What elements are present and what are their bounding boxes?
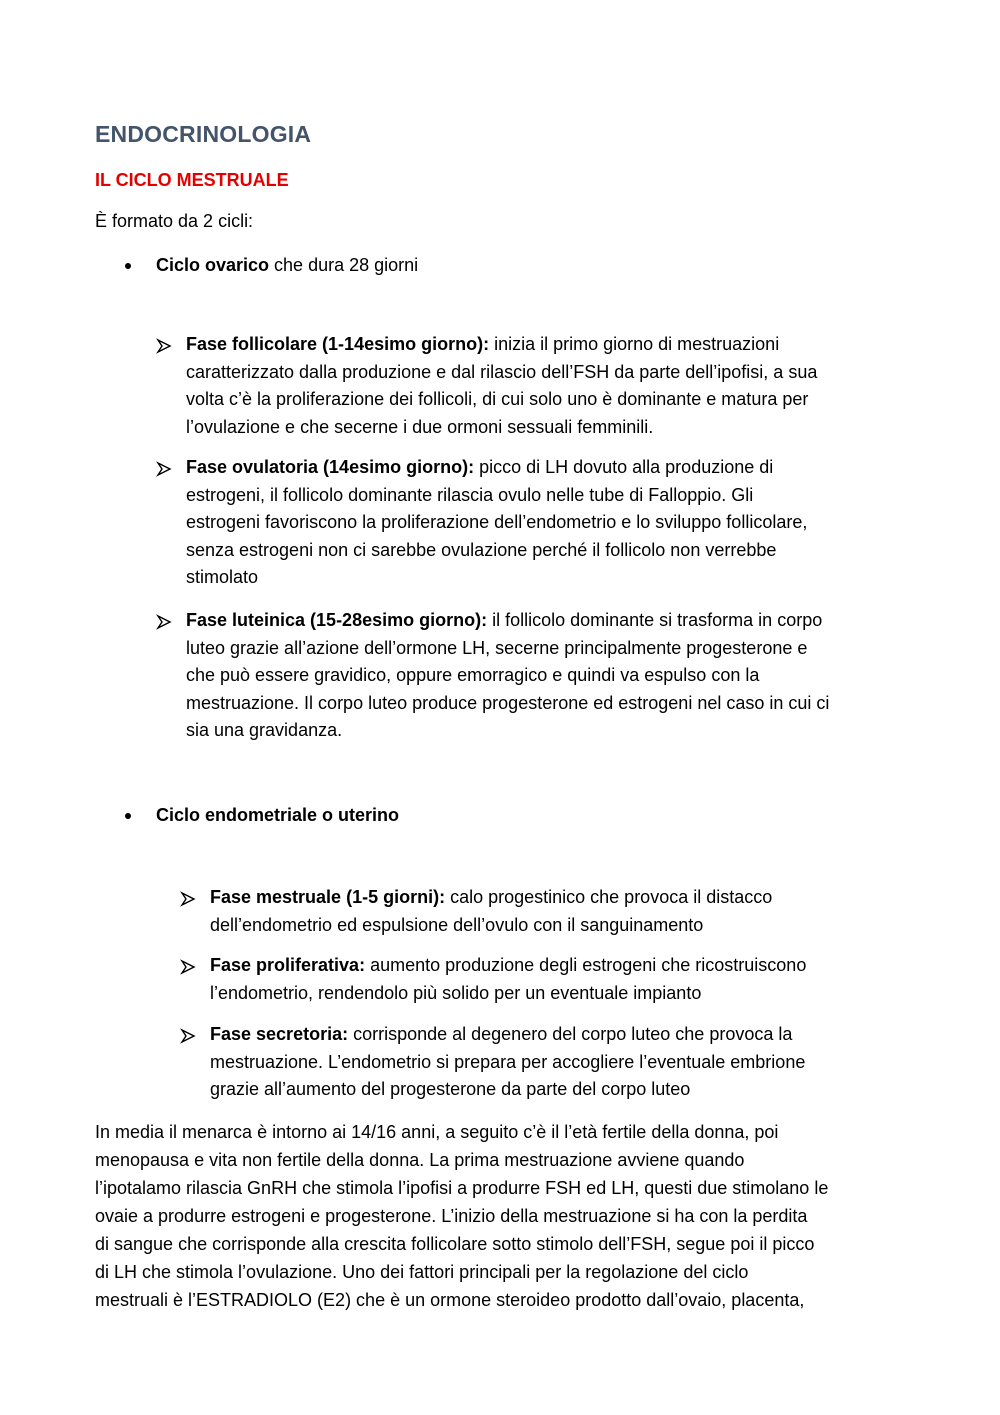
paragraph-line: mestruali è l’ESTRADIOLO (E2) che è un ormone steroideo prodotto dall’ovaio, placenta, <box>95 1290 805 1310</box>
phase-text: picco di LH dovuto alla produzione di <box>474 457 774 477</box>
cycle2-item <box>156 801 399 829</box>
arrow-bullet-icon <box>156 461 172 477</box>
phase-item <box>210 1021 915 1104</box>
phase-text: inizia il primo giorno di mestruazioni <box>489 334 780 354</box>
phase-text: estrogeni favoriscono la proliferazione dell’endometrio e lo sviluppo follicolare, <box>186 512 808 533</box>
arrow-bullet-icon <box>156 338 172 354</box>
bullet-dot-icon <box>125 263 131 269</box>
phase-text: volta c’è la proliferazione dei follicoli, di cui solo uno è dominante e matura per <box>186 389 809 410</box>
cycle1-name: Ciclo ovarico <box>156 255 270 275</box>
phase-text: grazie all’aumento del progesterone da parte del corpo luteo <box>210 1079 691 1100</box>
phase-text: dell’endometrio ed espulsione dell’ovulo con il sanguinamento <box>210 914 704 935</box>
phase-item <box>186 607 916 745</box>
phase-name: Fase mestruale (1-5 giorni): <box>210 887 446 907</box>
cycle1-item <box>156 251 418 279</box>
phase-name: Fase ovulatoria (14esimo giorno): <box>186 457 475 477</box>
arrow-bullet-icon <box>156 614 172 630</box>
phase-text: il follicolo dominante si trasforma in corpo <box>487 610 823 630</box>
paragraph-line: di sangue che corrisponde alla crescita follicolare sotto stimolo dell’FSH, segue poi il picco <box>95 1234 815 1254</box>
paragraph-line: In media il menarca è intorno ai 14/16 anni, a seguito c’è il l’età fertile della donna, poi <box>95 1122 779 1142</box>
arrow-bullet-icon <box>180 1028 196 1044</box>
phase-text: estrogeni, il follicolo dominante rilascia ovulo nelle tube di Falloppio. Gli <box>186 484 754 505</box>
phase-name: Fase proliferativa: <box>210 955 366 975</box>
phase-text: l’ovulazione e che secerne i due ormoni sessuali femminili. <box>186 416 654 437</box>
section-title: IL CICLO MESTRUALE <box>95 170 289 190</box>
phase-name: Fase luteinica (15-28esimo giorno): <box>186 610 488 630</box>
intro-text: È formato da 2 cicli: <box>95 211 254 231</box>
phase-item <box>186 454 916 592</box>
bullet-dot-icon <box>125 813 131 819</box>
phase-text: che può essere gravidico, oppure emorragico e quindi va espulso con la <box>186 665 760 686</box>
paragraph-line: l’ipotalamo rilascia GnRH che stimola l’ipofisi a produrre FSH ed LH, questi due stimolano le <box>95 1178 829 1198</box>
arrow-bullet-icon <box>180 959 196 975</box>
phase-text: senza estrogeni non ci sarebbe ovulazione perché il follicolo non verrebbe <box>186 539 777 560</box>
arrow-bullet-icon <box>180 891 196 907</box>
paragraph-line: di LH che stimola l’ovulazione. Uno dei fattori principali per la regolazione del ciclo <box>95 1262 749 1282</box>
cycle1-rest: che dura 28 giorni <box>269 255 419 275</box>
phase-text: luteo grazie all’azione dell’ormone LH, secerne principalmente progesterone e <box>186 637 808 658</box>
phase-text: sia una gravidanza. <box>186 720 343 741</box>
phase-item <box>210 884 915 939</box>
phase-name: Fase follicolare (1-14esimo giorno): <box>186 334 490 354</box>
paragraph-line: menopausa e vita non fertile della donna. La prima mestruazione avviene quando <box>95 1150 745 1170</box>
phase-text: stimolato <box>186 567 259 588</box>
phase-text: l’endometrio, rendendolo più solido per un eventuale impianto <box>210 982 702 1003</box>
phase-name: Fase secretoria: <box>210 1024 349 1044</box>
phase-text: mestruazione. L’endometrio si prepara per accogliere l’eventuale embrione <box>210 1051 806 1072</box>
phase-text: calo progestinico che provoca il distacco <box>445 887 773 907</box>
closing-paragraph <box>95 1118 910 1314</box>
phase-text: aumento produzione degli estrogeni che ricostruiscono <box>365 955 807 975</box>
document-title: ENDOCRINOLOGIA <box>95 121 312 147</box>
phase-text: corrisponde al degenero del corpo luteo che provoca la <box>348 1024 793 1044</box>
paragraph-line: ovaie a produrre estrogeni e progesterone. L’inizio della mestruazione si ha con la perdita <box>95 1206 808 1226</box>
cycle2-name: Ciclo endometriale o uterino <box>156 805 400 825</box>
phase-item <box>210 952 915 1007</box>
phase-text: caratterizzato dalla produzione e dal rilascio dell’FSH da parte dell’ipofisi, a sua <box>186 361 818 382</box>
phase-text: mestruazione. Il corpo luteo produce progesterone ed estrogeni nel caso in cui ci <box>186 692 830 713</box>
phase-item <box>186 331 916 441</box>
